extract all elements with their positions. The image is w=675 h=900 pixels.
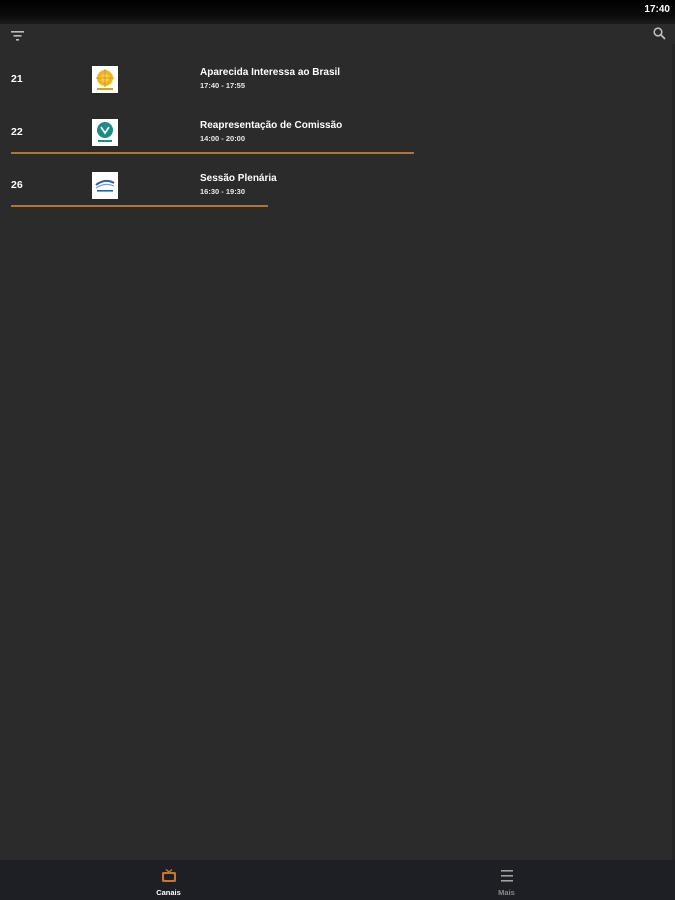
toolbar [0,24,675,44]
channel-list [0,53,672,212]
program-time: 17:40 - 17:55 [200,81,246,90]
channel-number: 22 [11,126,23,138]
channel-number: 21 [11,73,23,85]
program-title: Reapresentação de Comissão [200,120,343,131]
bottom-navigation [0,860,675,900]
channel-logo-icon [92,119,118,146]
channel-logo-icon [92,66,118,93]
program-time: 16:30 - 19:30 [200,187,246,196]
nav-tab-mais[interactable] [338,860,675,900]
channel-row[interactable] [0,53,672,106]
channel-logo-icon [92,172,118,199]
tv-icon [161,868,177,884]
program-progress-bar [11,152,414,154]
channel-row[interactable] [0,106,672,159]
program-time: 14:00 - 20:00 [200,134,246,143]
menu-icon [499,868,515,884]
nav-tab-canais[interactable] [0,860,337,900]
channel-number: 26 [11,179,23,191]
filter-icon[interactable] [11,28,24,38]
status-time: 17:40 [644,4,670,15]
program-title: Aparecida Interessa ao Brasil [200,67,341,78]
nav-label-mais: Mais [498,888,515,897]
channel-row[interactable] [0,159,672,212]
program-progress-bar [11,205,268,207]
status-bar [0,0,675,24]
search-icon[interactable] [653,27,666,40]
nav-label-canais: Canais [156,888,181,897]
program-title: Sessão Plenária [200,173,277,184]
